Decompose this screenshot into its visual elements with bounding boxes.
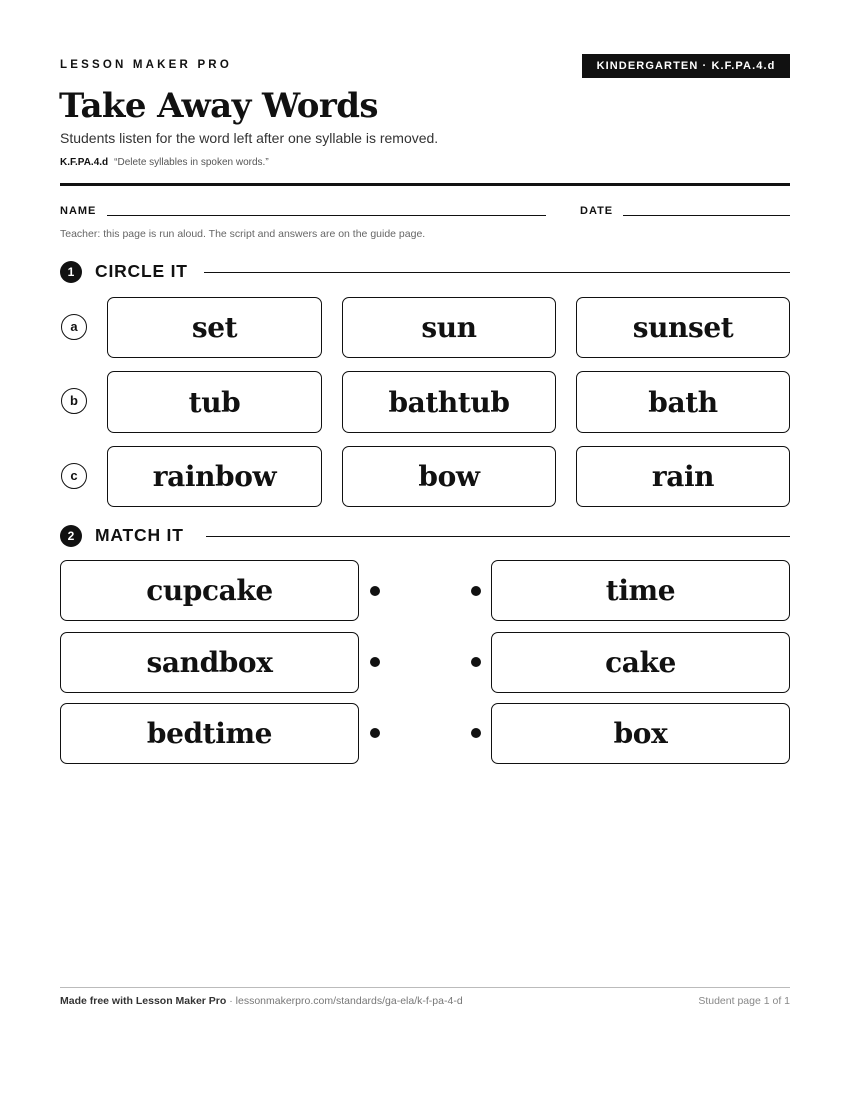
match-dot-right[interactable]	[471, 586, 481, 596]
section-2-number: 2	[60, 525, 82, 547]
teacher-note: Teacher: this page is run aloud. The script and answers are on the guide page.	[60, 228, 426, 240]
footer-credit-line	[60, 995, 463, 1007]
brand-name: LESSON MAKER PRO	[60, 59, 232, 71]
row-letter-c: c	[61, 463, 87, 489]
footer-divider	[60, 987, 790, 988]
standard-line	[60, 157, 269, 168]
match-left-card[interactable]: cupcake	[60, 560, 359, 621]
row-letter-a: a	[61, 314, 87, 340]
match-left-card[interactable]: bedtime	[60, 703, 359, 764]
name-line[interactable]	[107, 215, 546, 216]
name-label: NAME	[60, 205, 97, 217]
grade-badge: KINDERGARTEN · K.F.PA.4.d	[582, 54, 790, 78]
match-right-card[interactable]: cake	[491, 632, 790, 693]
row-letter-b: b	[61, 388, 87, 414]
word-card[interactable]: rain	[576, 446, 790, 507]
word-card[interactable]: set	[107, 297, 322, 358]
section-1-number: 1	[60, 261, 82, 283]
section-2-title: MATCH IT	[95, 525, 184, 545]
date-line[interactable]	[623, 215, 790, 216]
word-card[interactable]: bathtub	[342, 371, 556, 433]
word-card[interactable]: sun	[342, 297, 556, 358]
match-right-card[interactable]: time	[491, 560, 790, 621]
match-right-card[interactable]: box	[491, 703, 790, 764]
match-dot-left[interactable]	[370, 657, 380, 667]
standard-code: K.F.PA.4.d	[60, 157, 109, 168]
footer-page-number: Student page 1 of 1	[698, 995, 790, 1007]
word-card[interactable]: sunset	[576, 297, 790, 358]
match-dot-left[interactable]	[370, 586, 380, 596]
section-1-title: CIRCLE IT	[95, 261, 188, 281]
date-label: DATE	[580, 205, 614, 217]
match-left-card[interactable]: sandbox	[60, 632, 359, 693]
match-dot-right[interactable]	[471, 728, 481, 738]
match-dot-right[interactable]	[471, 657, 481, 667]
match-dot-left[interactable]	[370, 728, 380, 738]
word-card[interactable]: bath	[576, 371, 790, 433]
word-card[interactable]: tub	[107, 371, 322, 433]
page-title: Take Away Words	[59, 86, 378, 126]
word-card[interactable]: bow	[342, 446, 556, 507]
standard-text: “Delete syllables in spoken words.”	[114, 157, 269, 168]
section-2-rule	[206, 536, 790, 537]
footer-url[interactable]: · lessonmakerpro.com/standards/ga-ela/k-f-pa-4-d	[226, 995, 463, 1007]
word-card[interactable]: rainbow	[107, 446, 322, 507]
section-1-rule	[204, 272, 790, 273]
footer-credit: Made free with Lesson Maker Pro	[60, 995, 227, 1007]
page-subtitle: Students listen for the word left after one syllable is removed.	[60, 130, 439, 146]
header-divider	[60, 183, 790, 186]
